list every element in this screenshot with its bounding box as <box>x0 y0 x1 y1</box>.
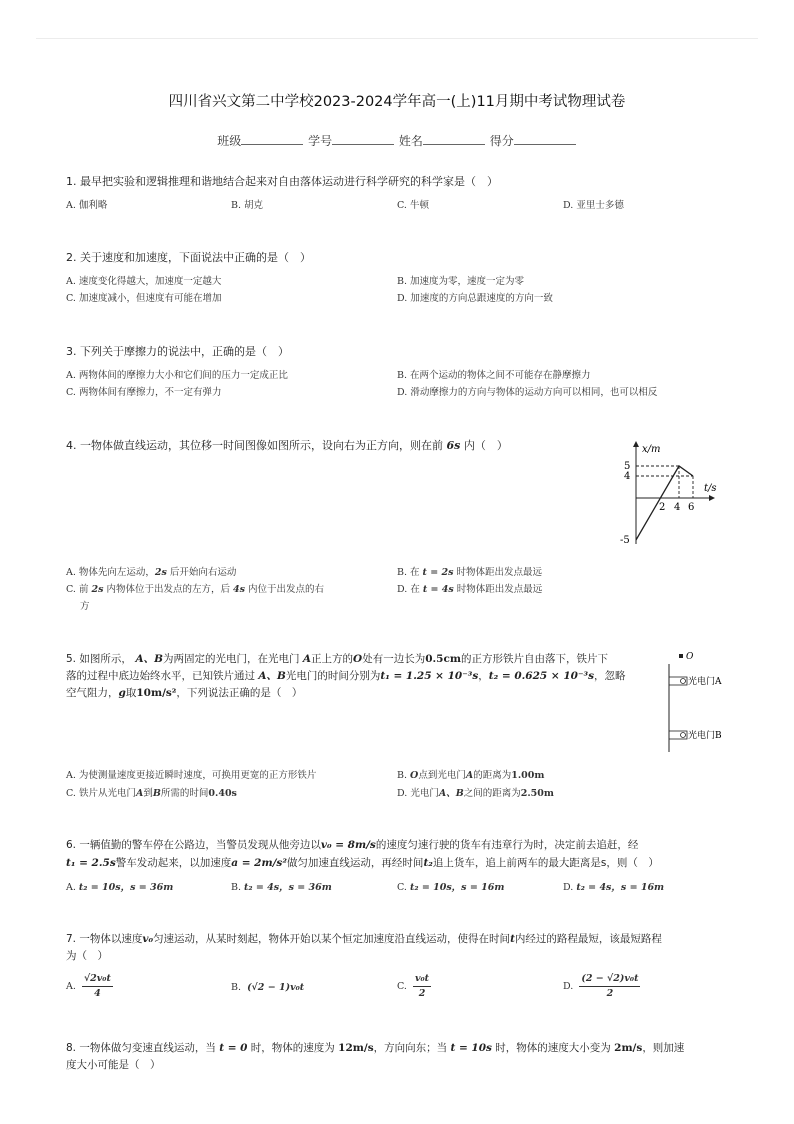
q6-stem-line2: t₁ = 2.5s警车发动起来，以加速度a = 2m/s²做匀加速直线运动，再经时间t₂追上货车，追上前两车的最大距离是s，则（ ） <box>66 857 659 869</box>
q7-option-d-fraction: $\frac{\text{(2 − √2)v₀t}}{2}$ <box>581 973 639 999</box>
q2-option-b[interactable]: B. 加速度为零，速度一定为零 <box>397 276 525 287</box>
top-divider <box>36 38 758 39</box>
q5-gate-a-label: 光电门A <box>688 677 722 687</box>
q4-x-tick-2: 2 <box>659 502 666 513</box>
score-label: 得分 <box>489 134 514 148</box>
q4-y-tick-4: 4 <box>624 471 631 482</box>
q3-option-a[interactable]: A. 两物体间的摩擦力大小和它们间的压力一定成正比 <box>66 370 288 381</box>
q7-option-b[interactable]: B. (√2 − 1)v₀t <box>231 982 305 993</box>
q5-option-b[interactable]: B. O点到光电门A的距离为1.00m <box>397 770 545 781</box>
q7-option-a[interactable]: A. $\frac{\text{√2v₀t}}{4}$ <box>66 973 111 999</box>
id-blank[interactable] <box>332 132 394 145</box>
q1-option-a[interactable]: A. 伽利略 <box>66 200 108 211</box>
score-blank[interactable] <box>514 132 576 145</box>
q2-option-d[interactable]: D. 加速度的方向总跟速度的方向一致 <box>397 293 553 304</box>
q5-option-d[interactable]: D. 光电门A、B之间的距离为2.50m <box>397 788 554 799</box>
name-blank[interactable] <box>423 132 485 145</box>
q5-o-label: O <box>686 652 694 662</box>
q5-gate-a-icon <box>681 679 686 684</box>
q5-option-a[interactable]: A. 为使测量速度更接近瞬时速度，可换用更宽的正方形铁片 <box>66 770 317 781</box>
q5-gate-a-frame <box>669 677 687 685</box>
q6-stem-line1: 6. 一辆值勤的警车停在公路边，当警员发现从他旁边以v₀ = 8m/s的速度匀速行驶的货车有违章行为时，决定前去追赶，经 <box>66 839 639 851</box>
class-blank[interactable] <box>241 132 303 145</box>
q1-option-b[interactable]: B. 胡克 <box>231 200 264 211</box>
q4-option-c[interactable]: C. 前 2s 内物体位于出发点的左方，后 4s 内位于出发点的右 <box>66 584 325 595</box>
q3-option-c[interactable]: C. 两物体间有摩擦力，不一定有弹力 <box>66 387 222 398</box>
q2-option-c[interactable]: C. 加速度减小，但速度有可能在增加 <box>66 293 222 304</box>
student-info-line <box>0 132 794 149</box>
q5-stem-line3: 空气阻力，g取10m/s²，下列说法正确的是（ ） <box>66 687 303 699</box>
q8-stem-line1: 8. 一物体做匀变速直线运动，当 t = 0 时，物体的速度为 12m/s，方向向东；当 t = 10s 时，物体的速度大小变为 2m/s，则加速 <box>66 1042 685 1054</box>
q2-stem: 2. 关于速度和加速度，下面说法中正确的是（ ） <box>66 251 311 264</box>
q6-option-b[interactable]: B. t₂ = 4s，s = 36m <box>231 882 332 893</box>
q5-photogate-diagram <box>664 648 740 756</box>
q3-option-b[interactable]: B. 在两个运动的物体之间不可能存在静摩擦力 <box>397 370 591 381</box>
id-label: 学号 <box>308 134 333 148</box>
q6-option-a[interactable]: A. t₂ = 10s，s = 36m <box>66 882 174 893</box>
q5-stem-line2: 落的过程中底边始终水平，已知铁片通过 A、B光电门的时间分别为t₁ = 1.25 × 10⁻³s，t₂ = 0.625 × 10⁻³s，忽略 <box>66 670 626 682</box>
q7-option-c[interactable]: C. $\frac{\text{v₀t}}{2}$ <box>397 973 430 999</box>
q1-stem: 1. 最早把实验和逻辑推理和谐地结合起来对自由落体运动进行科学研究的科学家是（ ） <box>66 175 498 188</box>
name-label: 姓名 <box>398 134 423 148</box>
q4-option-a[interactable]: A. 物体先向左运动，2s 后开始向右运动 <box>66 567 237 578</box>
q4-y-axis-label: x/m <box>642 444 661 455</box>
q5-option-c[interactable]: C. 铁片从光电门A到B所需的时间0.40s <box>66 788 237 799</box>
q4-x-tick-4: 4 <box>674 502 681 513</box>
q5-gate-b-frame <box>669 731 687 739</box>
q7-option-d[interactable]: D. $\frac{\text{(2 − √2)v₀t}}{2}$ <box>563 973 639 999</box>
q7-option-a-fraction: $\frac{\text{√2v₀t}}{4}$ <box>83 973 111 999</box>
q4-y-tick-5: 5 <box>624 461 631 472</box>
q4-option-d[interactable]: D. 在 t = 4s 时物体距出发点最远 <box>397 584 543 595</box>
q4-x-tick-6: 6 <box>688 502 695 513</box>
q5-stem-line1: 5. 如图所示， A、B为两固定的光电门，在光电门 A正上方的O处有一边长为0.5cm的正方形铁片自由落下，铁片下 <box>66 653 608 665</box>
q1-option-d[interactable]: D. 亚里士多德 <box>563 200 624 211</box>
q3-option-d[interactable]: D. 滑动摩擦力的方向与物体的运动方向可以相同，也可以相反 <box>397 387 658 398</box>
q4-position-time-graph <box>612 436 732 550</box>
q2-option-a[interactable]: A. 速度变化得越大，加速度一定越大 <box>66 276 222 287</box>
q3-stem: 3. 下列关于摩擦力的说法中，正确的是（ ） <box>66 345 289 358</box>
q7-stem-line2: 为（ ） <box>66 950 108 962</box>
q4-option-b[interactable]: B. 在 t = 2s 时物体距出发点最远 <box>397 567 542 578</box>
q5-gate-b-icon <box>681 733 686 738</box>
q1-option-c[interactable]: C. 牛顿 <box>397 200 429 211</box>
q4-y-tick-neg5: -5 <box>620 535 630 546</box>
q6-option-d[interactable]: D. t₂ = 4s，s = 16m <box>563 882 665 893</box>
q7-stem-line1: 7. 一物体以速度v₀匀速运动，从某时刻起，物体开始以某个恒定加速度沿直线运动，使得在时间t内经过的路程最短，该最短路程 <box>66 933 662 945</box>
q6-option-c[interactable]: C. t₂ = 10s，s = 16m <box>397 882 505 893</box>
class-label: 班级 <box>217 134 242 148</box>
q5-gate-b-label: 光电门B <box>688 731 722 741</box>
page-title: 四川省兴文第二中学校2023-2024学年高一(上)11月期中考试物理试卷 <box>168 94 626 110</box>
q4-stem: 4. 一物体做直线运动，其位移一时间图像如图所示，设向右为正方向，则在前 6s 内（ ） <box>66 439 508 452</box>
q8-stem-line2: 度大小可能是（ ） <box>66 1059 161 1071</box>
q4-option-c-line2: 方 <box>80 601 90 612</box>
q4-x-axis-label: t/s <box>704 483 717 494</box>
q7-option-c-fraction: $\frac{\text{v₀t}}{2}$ <box>415 973 430 999</box>
q5-iron-plate <box>679 654 683 658</box>
